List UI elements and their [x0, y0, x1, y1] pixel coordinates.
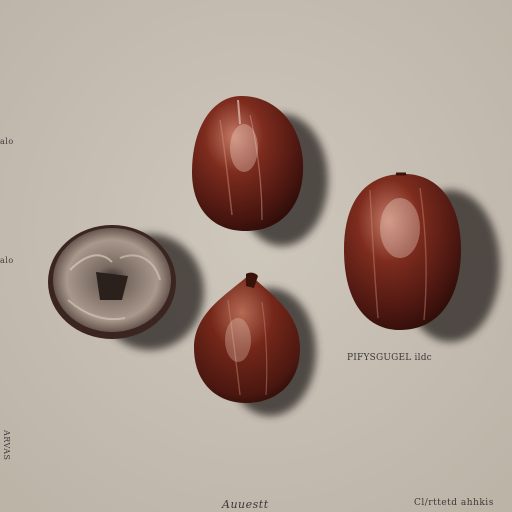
annotation-bottom-center: Auuestt: [222, 498, 269, 511]
annotation-label-right: PIFYSGUGEL ildc: [347, 353, 432, 363]
chestnut-right: [344, 174, 461, 330]
annotation-left-upper: alo: [0, 137, 14, 146]
annotation-bottom-right: Cl/rttetd ahhkis: [414, 498, 494, 508]
annotation-left-middle: alo: [0, 256, 14, 265]
chestnut-cut: [48, 225, 176, 339]
annotation-left-lower-vertical: ARVAS: [2, 430, 11, 461]
